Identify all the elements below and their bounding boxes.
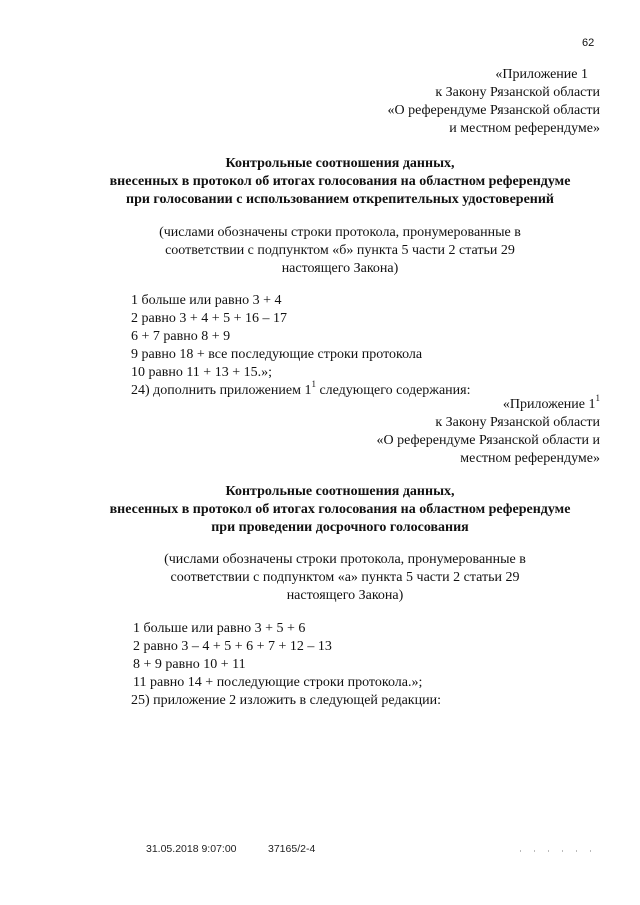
formula-line: 2 равно 3 – 4 + 5 + 6 + 7 + 12 – 13 <box>133 639 332 654</box>
section-2-title <box>60 483 620 537</box>
superscript: 1 <box>595 393 600 404</box>
formula-line: 2 равно 3 + 4 + 5 + 16 – 17 <box>131 311 288 326</box>
section-1-note-line: (числами обозначены строки протокола, пронумерованные в <box>159 225 521 240</box>
section-1-title-line: внесенных в протокол об итогах голосования на областном референдуме <box>109 174 571 189</box>
appendix-1-line: «О референдуме Рязанской области <box>387 103 600 118</box>
formula-line: 8 + 9 равно 10 + 11 <box>133 657 246 672</box>
scan-artifact <box>520 850 600 852</box>
section-1-title <box>60 155 620 209</box>
section-1-note-line: настоящего Закона) <box>281 261 399 276</box>
formula-line: 1 больше или равно 3 + 5 + 6 <box>133 621 306 636</box>
section-1-note <box>90 224 590 278</box>
section-2-note-line: настоящего Закона) <box>286 588 404 603</box>
footer-datetime: 31.05.2018 9:07:00 <box>146 843 237 855</box>
appendix-1-line: и местном референдуме» <box>449 121 600 136</box>
section-2-note <box>100 551 590 605</box>
appendix-1-1-title: «Приложение 1 <box>502 397 596 412</box>
section-2-title-line: при проведении досрочного голосования <box>211 520 469 535</box>
appendix-1-line: к Закону Рязанской области <box>435 85 600 100</box>
section-2-formulas <box>133 620 422 692</box>
footer-doc-id: 37165/2-4 <box>268 843 316 855</box>
formula-line: 11 равно 14 + последующие строки протокола.»; <box>133 675 423 690</box>
section-1-note-line: соответствии с подпунктом «б» пункта 5 части 2 статьи 29 <box>165 243 515 258</box>
superscript: 1 <box>311 379 316 390</box>
formula-line: 9 равно 18 + все последующие строки протокола <box>131 347 423 362</box>
section-2-title-line: внесенных в протокол об итогах голосования на областном референдуме <box>109 502 571 517</box>
amendment-24-text: 24) дополнить приложением 1 <box>131 383 312 398</box>
section-1-title-line: Контрольные соотношения данных, <box>225 156 455 171</box>
section-1-title-line: при голосовании с использованием открепительных удостоверений <box>126 192 554 207</box>
amendment-25: 25) приложение 2 изложить в следующей редакции: <box>131 693 441 708</box>
formula-line: 6 + 7 равно 8 + 9 <box>131 329 231 344</box>
appendix-1-1-line <box>300 393 600 414</box>
section-2-title-line: Контрольные соотношения данных, <box>225 484 455 499</box>
appendix-1-line: «Приложение 1 <box>495 67 588 82</box>
section-1-formulas <box>131 292 422 382</box>
formula-line: 1 больше или равно 3 + 4 <box>131 293 282 308</box>
appendix-1-1-line: «О референдуме Рязанской области и <box>376 433 600 448</box>
formula-line: 10 равно 11 + 13 + 15.»; <box>131 365 272 380</box>
appendix-1-1-line: к Закону Рязанской области <box>435 415 600 430</box>
amendment-24-text-rest: следующего содержания: <box>315 383 471 398</box>
appendix-1-header <box>300 66 600 138</box>
section-2-note-line: соответствии с подпунктом «а» пункта 5 части 2 статьи 29 <box>170 570 520 585</box>
section-2-note-line: (числами обозначены строки протокола, пронумерованные в <box>164 552 526 567</box>
appendix-1-1-header <box>300 393 600 468</box>
appendix-1-1-line: местном референдуме» <box>460 451 600 466</box>
page-number: 62 <box>582 37 595 49</box>
